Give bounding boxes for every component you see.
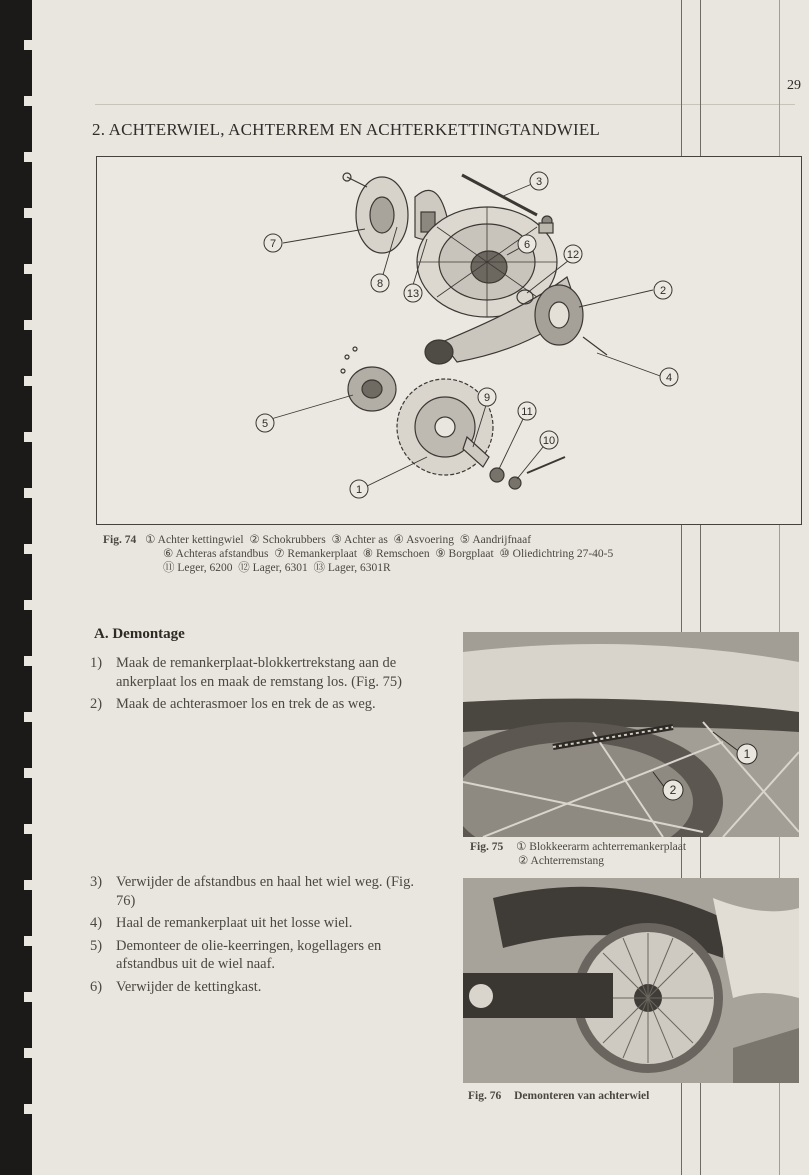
- callout-label: 3: [535, 176, 543, 188]
- binding-hole: [24, 656, 34, 666]
- step-number: 2): [90, 696, 103, 712]
- steps-list-top: [90, 654, 435, 718]
- binding-hole: [24, 96, 34, 106]
- caption-item: ⑬ Lager, 6301R: [313, 562, 391, 574]
- caption-item: ③ Achter as: [331, 534, 388, 546]
- binding-hole: [24, 152, 34, 162]
- step-number: 3): [90, 874, 103, 890]
- step-number: 1): [90, 655, 103, 671]
- fig74-label: Fig. 74: [103, 534, 137, 546]
- fig76-caption: [468, 1089, 649, 1103]
- binding-hole: [24, 824, 34, 834]
- exploded-diagram-drawing: [97, 157, 801, 524]
- caption-item: ⑪ Leger, 6200: [163, 562, 233, 574]
- section-heading: A. Demontage: [94, 626, 185, 642]
- step-text: Maak de achterasmoer los en trek de as weg.: [116, 696, 376, 712]
- step-text: Verwijder de afstandbus en haal het wiel weg. (Fig. 76): [116, 874, 414, 909]
- caption-item: Demonteren van achterwiel: [514, 1090, 650, 1102]
- callout-label: 8: [376, 278, 384, 290]
- fig76-label: Fig. 76: [468, 1090, 502, 1102]
- callout-label: 6: [523, 239, 531, 251]
- fig75-label: Fig. 75: [470, 841, 504, 853]
- fig75-caption: [470, 840, 686, 854]
- caption-row: [103, 533, 793, 547]
- binding-hole: [24, 264, 34, 274]
- binding-hole: [24, 936, 34, 946]
- callout-label: 12: [566, 249, 580, 261]
- spiral-binding: [0, 0, 32, 1175]
- callout-label: 9: [483, 392, 491, 404]
- binding-hole: [24, 600, 34, 610]
- callout-label: 11: [521, 406, 533, 418]
- exploded-diagram-fig74: [96, 156, 802, 525]
- binding-hole: [24, 320, 34, 330]
- caption-item: ② Achterremstang: [518, 855, 604, 867]
- binding-hole: [24, 992, 34, 1002]
- callout-label: 2: [669, 783, 677, 797]
- binding-hole: [24, 488, 34, 498]
- step-item: [90, 654, 435, 691]
- callout-label: 4: [665, 372, 673, 384]
- binding-hole: [24, 768, 34, 778]
- binding-hole: [24, 208, 34, 218]
- caption-item: ① Blokkeerarm achterremankerplaat: [516, 841, 687, 853]
- binding-hole: [24, 376, 34, 386]
- fig75-caption-line2: [518, 854, 604, 868]
- photo-fig76-drawing: [463, 878, 799, 1083]
- step-item: [90, 873, 435, 910]
- callout-label: 2: [659, 285, 667, 297]
- photo-fig75-drawing: [463, 632, 799, 837]
- binding-hole: [24, 40, 34, 50]
- caption-item: ⑩ Oliedichtring 27-40-5: [499, 548, 614, 560]
- caption-item: ⑫ Lager, 6301: [238, 562, 308, 574]
- callout-label: 1: [355, 484, 363, 496]
- photo-fig76: [463, 878, 799, 1083]
- caption-item: ① Achter kettingwiel: [145, 534, 244, 546]
- step-item: [90, 978, 435, 997]
- step-item: [90, 914, 435, 933]
- fig74-caption: [103, 533, 793, 575]
- caption-row: [103, 547, 793, 561]
- step-text: Maak de remankerplaat-blokkertrekstang aan de ankerplaat los en maak de remstang los. (Fig. 75): [116, 655, 402, 690]
- caption-item: ⑥ Achteras afstandbus: [163, 548, 269, 560]
- callout-label: 1: [743, 747, 751, 761]
- binding-hole: [24, 1048, 34, 1058]
- caption-item: ⑧ Remschoen: [362, 548, 430, 560]
- step-number: 5): [90, 937, 103, 954]
- caption-item: ② Schokrubbers: [249, 534, 326, 546]
- caption-row: [103, 561, 793, 575]
- step-item: [90, 695, 435, 714]
- step-number: 6): [90, 978, 103, 995]
- step-text: Verwijder de kettingkast.: [116, 978, 262, 995]
- caption-item: ⑦ Remankerplaat: [274, 548, 358, 560]
- steps-list-bottom: [90, 873, 435, 1000]
- page-number: 29: [787, 78, 801, 93]
- caption-item: ⑨ Borgplaat: [435, 548, 494, 560]
- binding-hole: [24, 432, 34, 442]
- step-text: Demonteer de olie-keerringen, kogellagers en afstandbus uit de wiel naaf.: [116, 937, 382, 972]
- binding-hole: [24, 880, 34, 890]
- section-title: 2. ACHTERWIEL, ACHTERREM EN ACHTERKETTINGTANDWIEL: [92, 120, 600, 139]
- step-number: 4): [90, 915, 103, 931]
- caption-item: ⑤ Aandrijfnaaf: [459, 534, 532, 546]
- binding-hole: [24, 544, 34, 554]
- binding-hole: [24, 1104, 34, 1114]
- callout-label: 13: [406, 288, 420, 300]
- callout-label: 10: [542, 435, 556, 447]
- step-text: Haal de remankerplaat uit het losse wiel.: [116, 915, 353, 931]
- callout-label: 7: [269, 238, 277, 250]
- photo-fig75: [463, 632, 799, 837]
- header-rule: [95, 104, 795, 105]
- caption-item: ④ Asvoering: [393, 534, 455, 546]
- callout-label: 5: [261, 418, 269, 430]
- binding-hole: [24, 712, 34, 722]
- step-item: [90, 937, 435, 974]
